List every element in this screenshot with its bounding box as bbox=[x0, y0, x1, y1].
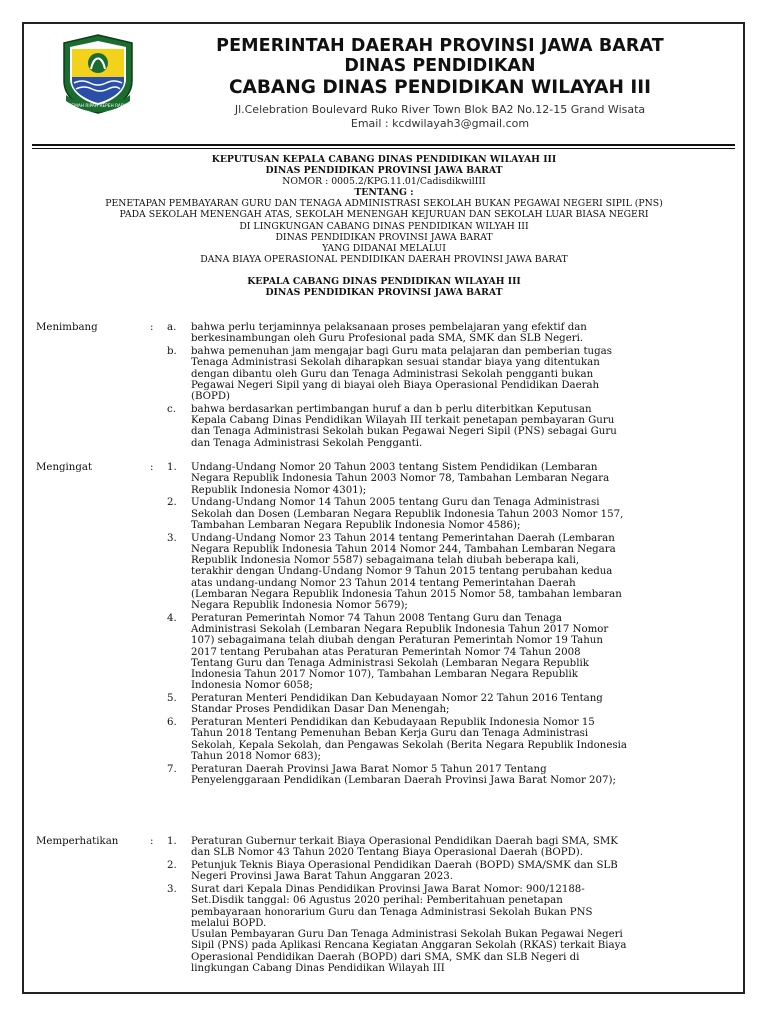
item-text-line: Sipil (PNS) pada Aplikasi Rencana Kegiatan Anggaran Sekolah (RKAS) terkait Biaya bbox=[191, 940, 627, 952]
item-text-line: bahwa pemenuhan jam mengajar bagi Guru mata pelajaran dan pemberian tugas bbox=[191, 346, 612, 357]
letterhead-department: DINAS PENDIDIKAN bbox=[344, 56, 536, 76]
provincial-emblem-logo bbox=[58, 33, 138, 115]
item-text-line: Tentang Guru dan Tenaga Administrasi Sekolah (Lembaran Negara Republik bbox=[191, 657, 589, 669]
item-text-line: Tambahan Lembaran Negara Republik Indonesia Nomor 4586); bbox=[191, 519, 521, 531]
item-number: 3. bbox=[167, 532, 177, 544]
item-number: b. bbox=[167, 346, 177, 357]
section-colon: : bbox=[150, 836, 154, 847]
section-colon: : bbox=[150, 322, 154, 333]
item-text-line: Undang-Undang Nomor 20 Tahun 2003 tentang Sistem Pendidikan (Lembaran bbox=[191, 462, 598, 473]
issuer-title: KEPALA CABANG DINAS PENDIDIKAN WILAYAH III bbox=[247, 275, 521, 287]
letterhead-address: Jl.Celebration Boulevard Ruko River Town Blok BA2 No.12-15 Grand Wisata bbox=[234, 103, 646, 116]
item-number: a. bbox=[167, 322, 177, 333]
item-text-line: dengan dibantu oleh Guru dan Tenaga Administrasi Sekolah pengganti bukan bbox=[191, 368, 594, 380]
item-text-line: Republik Indonesia Nomor 5587) sebagaimana telah diubah beberapa kali, bbox=[191, 555, 580, 566]
item-text-line: Indonesia Tahun 2017 Nomor 107), Tambahan Lembaran Negara Republik bbox=[191, 669, 578, 680]
item-number: 3. bbox=[167, 884, 177, 895]
item-text-line: atas undang-undang Nomor 23 Tahun 2014 tentang Pemerintahan Daerah bbox=[191, 577, 576, 589]
letterhead-government: PEMERINTAH DAERAH PROVINSI JAWA BARAT bbox=[216, 36, 664, 56]
section-colon: : bbox=[150, 462, 154, 473]
item-text-line: (Lembaran Negara Republik Indonesia Tahun 2015 Nomor 58, tambahan lembaran bbox=[191, 588, 622, 600]
item-text-line: 2017 tentang Perubahan atas Peraturan Pemerintah Nomor 74 Tahun 2008 bbox=[191, 646, 581, 658]
item-text-line: berkesinambungan oleh Guru Profesional pada SMA, SMK dan SLB Negeri. bbox=[191, 333, 584, 345]
item-text-line: Republik Indonesia Nomor 4301); bbox=[191, 484, 367, 496]
decree-number: NOMOR : 0005.2/KPG.11.01/CadisdikwilIII bbox=[282, 176, 486, 188]
header-rule-thin bbox=[32, 148, 735, 149]
item-text-line: Negara Republik Indonesia Tahun 2014 Nomor 244, Tambahan Lembaran Negara bbox=[191, 543, 616, 555]
item-text-line: Surat dari Kepala Dinas Pendidikan Provinsi Jawa Barat Nomor: 900/12188- bbox=[191, 884, 585, 895]
item-number: 7. bbox=[167, 763, 177, 775]
item-text-line: Undang-Undang Nomor 23 Tahun 2014 tentang Pemerintahan Daerah (Lembaran bbox=[191, 532, 615, 544]
item-text-line: bahwa berdasarkan pertimbangan huruf a dan b perlu diterbitkan Keputusan bbox=[191, 403, 592, 415]
item-text-line: Tahun 2018 Nomor 683); bbox=[191, 750, 321, 762]
item-text-line: Tenaga Administrasi Sekolah diharapkan sesuai standar biaya yang ditentukan bbox=[191, 357, 600, 369]
item-number: 6. bbox=[167, 717, 177, 728]
decree-title: KEPUTUSAN KEPALA CABANG DINAS PENDIDIKAN WILAYAH III bbox=[211, 154, 557, 165]
item-text-line: Peraturan Menteri Pendidikan dan Kebudayaan Republik Indonesia Nomor 15 bbox=[191, 717, 595, 728]
item-number: 2. bbox=[167, 860, 177, 871]
item-text-line: dan Tenaga Administrasi Sekolah Pengganti. bbox=[191, 437, 423, 449]
item-number: c. bbox=[167, 403, 176, 415]
item-text-line: Peraturan Pemerintah Nomor 74 Tahun 2008 Tentang Guru dan Tenaga bbox=[191, 612, 562, 624]
item-text-line: Peraturan Daerah Provinsi Jawa Barat Nomor 5 Tahun 2017 Tentang bbox=[191, 763, 547, 775]
item-text-line: Kepala Cabang Dinas Pendidikan Wilayah III terkait penetapan pembayaran Guru bbox=[191, 415, 615, 426]
letterhead-branch: CABANG DINAS PENDIDIKAN WILAYAH III bbox=[228, 77, 652, 98]
item-text-line: (BOPD) bbox=[191, 391, 230, 402]
letterhead-email: Email : kcdwilayah3@gmail.com bbox=[350, 117, 530, 130]
section-label-mengingat: Mengingat bbox=[36, 462, 93, 473]
item-text-line: Sekolah dan Dosen (Lembaran Negara Republik Indonesia Tahun 2003 Nomor 157, bbox=[191, 508, 624, 520]
item-text-line: 107) sebagaimana telah diubah dengan Peraturan Pemerintah Nomor 19 Tahun bbox=[191, 635, 603, 647]
item-number: 2. bbox=[167, 497, 177, 509]
decree-title-block bbox=[40, 154, 728, 298]
decree-subject-line: DI LINGKUNGAN CABANG DINAS PENDIDIKAN WILYAH III bbox=[239, 220, 529, 232]
item-text-line: Petunjuk Teknis Biaya Operasional Pendidikan Daerah (BOPD) SMA/SMK dan SLB bbox=[191, 860, 618, 871]
item-text-line: melalui BOPD. bbox=[191, 917, 267, 929]
item-text-line: Peraturan Menteri Pendidikan Dan Kebudayaan Nomor 22 Tahun 2016 Tentang bbox=[191, 693, 603, 704]
item-text-line: Indonesia Nomor 6058; bbox=[191, 680, 313, 692]
item-text-line: Sekolah, Kepala Sekolah, dan Pengawas Sekolah (Berita Negara Republik Indonesia bbox=[191, 739, 627, 751]
item-text-line: Negara Republik Indonesia Nomor 5679); bbox=[191, 600, 408, 611]
item-number: 1. bbox=[167, 836, 177, 847]
item-text-line: lingkungan Cabang Dinas Pendidikan Wilayah III bbox=[191, 962, 445, 974]
decree-subject-line: PENETAPAN PEMBAYARAN GURU DAN TENAGA ADMINISTRASI SEKOLAH BUKAN PEGAWAI NEGERI SIPIL (PNS) bbox=[105, 198, 663, 210]
letterhead bbox=[140, 36, 740, 131]
item-text-line: terakhir dengan Undang-Undang Nomor 9 Tahun 2015 tentang perubahan kedua bbox=[191, 566, 613, 578]
decree-subject-line: PADA SEKOLAH MENENGAH ATAS, SEKOLAH MENENGAH KEJURUAN DAN SEKOLAH LUAR BIASA NEGERI bbox=[119, 209, 649, 221]
issuer-department: DINAS PENDIDIKAN PROVINSI JAWA BARAT bbox=[265, 287, 503, 299]
decree-subject-line: DINAS PENDIDIKAN PROVINSI JAWA BARAT bbox=[275, 231, 493, 243]
item-text-line: Operasional Pendidikan Daerah (BOPD) dari SMA, SMK dan SLB Negeri di bbox=[191, 951, 580, 963]
item-text-line: Tahun 2018 Tentang Pemenuhan Beban Kerja Guru dan Tenaga Administrasi bbox=[191, 728, 589, 740]
item-text-line: Peraturan Gubernur terkait Biaya Operasional Pendidikan Daerah bagi SMA, SMK bbox=[191, 836, 618, 847]
item-text-line: dan Tenaga Administrasi Sekolah bukan Pegawai Negeri Sipil (PNS) sebagai Guru bbox=[191, 426, 617, 438]
header-rule-thick bbox=[32, 144, 735, 146]
item-number: 5. bbox=[167, 693, 177, 704]
item-text-line: Set.Disdik tanggal: 06 Agustus 2020 perihal: Pemberitahuan penetapan bbox=[191, 895, 563, 907]
decree-department: DINAS PENDIDIKAN PROVINSI JAWA BARAT bbox=[265, 165, 503, 177]
item-text-line: Penyelenggaraan Pendidikan (Lembaran Daerah Provinsi Jawa Barat Nomor 207); bbox=[191, 774, 616, 786]
item-text-line: Pegawai Negeri Sipil yang di biayai oleh Biaya Operasional Pendidikan Daerah bbox=[191, 379, 600, 391]
logo-motto: GEMAH RIPAH REPEH RAPIH bbox=[68, 104, 128, 109]
item-text-line: bahwa perlu terjaminnya pelaksanaan proses pembelajaran yang efektif dan bbox=[191, 322, 587, 333]
item-text-line: Usulan Pembayaran Guru Dan Tenaga Administrasi Sekolah Bukan Pegawai Negeri bbox=[191, 929, 623, 940]
item-text-line: dan SLB Nomor 43 Tahun 2020 Tentang Biaya Operasional Daerah (BOPD). bbox=[191, 847, 583, 859]
item-number: 4. bbox=[167, 612, 177, 624]
item-text-line: Undang-Undang Nomor 14 Tahun 2005 tentang Guru dan Tenaga Administrasi bbox=[191, 497, 600, 509]
section-label-menimbang: Menimbang bbox=[36, 322, 98, 333]
item-number: 1. bbox=[167, 462, 177, 473]
item-text-line: Standar Proses Pendidikan Dasar Dan Menengah; bbox=[191, 704, 450, 716]
item-text-line: pembayaraan honorarium Guru dan Tenaga Administrasi Sekolah Bukan PNS bbox=[191, 906, 593, 918]
item-text-line: Negeri Provinsi Jawa Barat Tahun Anggaran 2023. bbox=[191, 871, 453, 883]
decree-subject-line: YANG DIDANAI MELALUI bbox=[322, 242, 446, 254]
section-label-memperhatikan: Memperhatikan bbox=[36, 836, 119, 847]
item-text-line: Administrasi Sekolah (Lembaran Negara Republik Indonesia Tahun 2017 Nomor bbox=[191, 624, 609, 635]
decree-about-label: TENTANG : bbox=[354, 187, 414, 199]
item-text-line: Negara Republik Indonesia Tahun 2003 Nomor 78, Tambahan Lembaran Negara bbox=[191, 473, 610, 485]
decree-subject-line: DANA BIAYA OPERASIONAL PENDIDIKAN DAERAH PROVINSI JAWA BARAT bbox=[200, 253, 568, 265]
